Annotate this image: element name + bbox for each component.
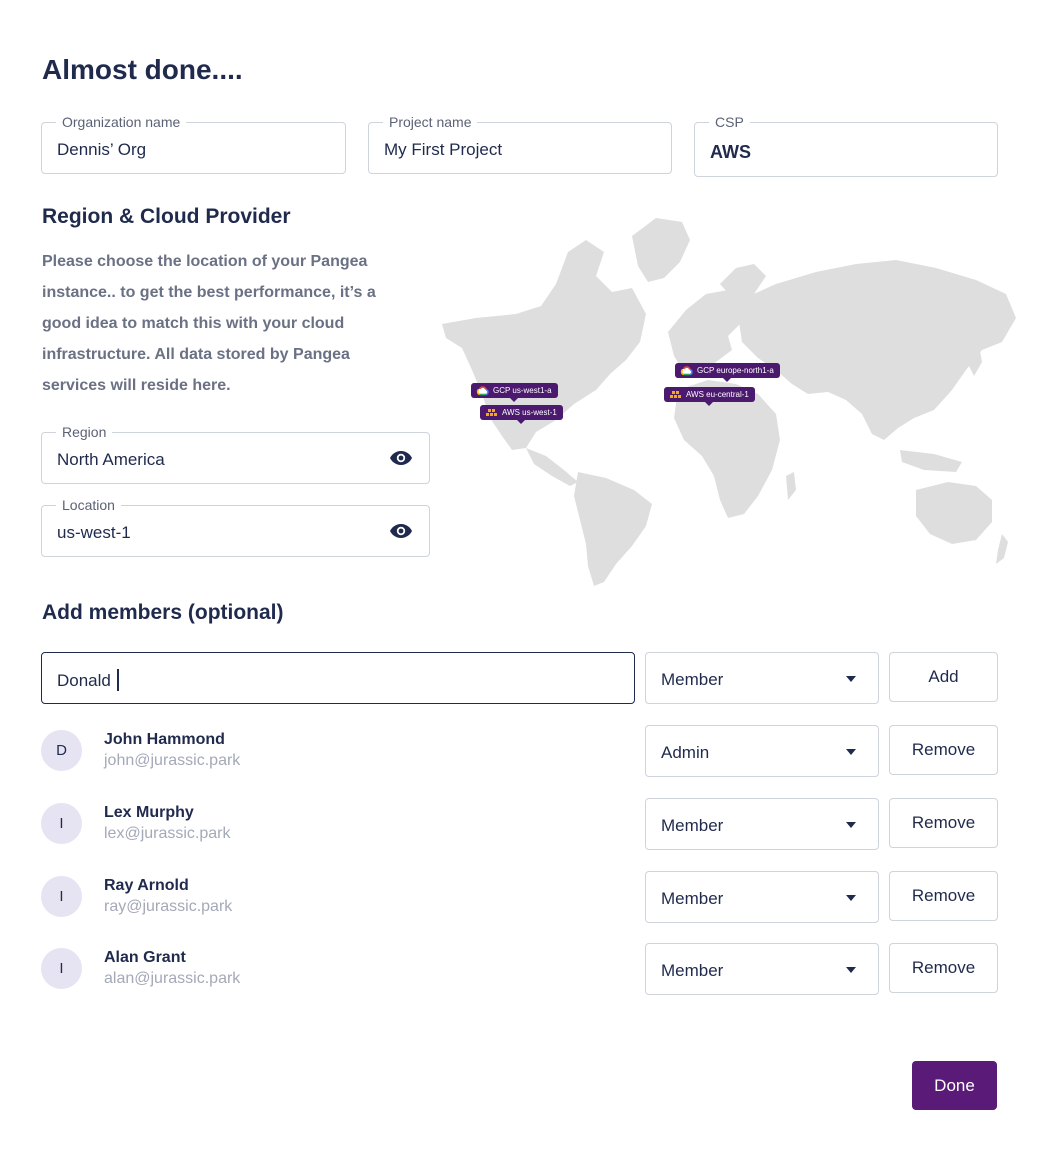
location-field[interactable] — [41, 497, 430, 557]
greenland-landmass — [632, 218, 690, 282]
member-role-select[interactable] — [645, 725, 879, 777]
map-marker-label: AWS eu-central-1 — [686, 390, 749, 399]
map-marker-aws-eu-central-1[interactable] — [664, 387, 755, 402]
world-map[interactable] — [436, 214, 1020, 594]
member-email: alan@jurassic.park — [104, 970, 241, 987]
caret-down-icon — [846, 967, 856, 973]
member-name: Ray Arnold — [104, 877, 189, 894]
member-name: Lex Murphy — [104, 804, 194, 821]
avatar: D — [41, 730, 82, 771]
csp-label: CSP — [709, 114, 750, 130]
member-input-text: Donald — [57, 669, 119, 691]
caret-down-icon — [846, 749, 856, 755]
region-value: North America — [57, 450, 165, 469]
map-marker-aws-us-west-1[interactable] — [480, 405, 563, 420]
done-button[interactable]: Done — [912, 1061, 997, 1110]
australia-landmass — [916, 482, 992, 544]
avatar: I — [41, 948, 82, 989]
text-caret — [117, 669, 119, 691]
central-america-landmass — [526, 448, 578, 486]
add-member-button[interactable]: Add — [889, 652, 998, 702]
organization-name-value: Dennis’ Org — [57, 140, 147, 159]
member-role-select[interactable] — [645, 871, 879, 923]
member-search-input[interactable] — [41, 652, 635, 704]
role-value: Member — [661, 816, 724, 835]
project-name-field[interactable] — [368, 114, 672, 174]
remove-member-button[interactable]: Remove — [889, 871, 998, 921]
indonesia-landmass — [900, 450, 962, 472]
aws-icon — [485, 407, 498, 418]
member-name: Alan Grant — [104, 949, 186, 966]
member-email: john@jurassic.park — [104, 752, 241, 769]
eye-icon[interactable] — [389, 523, 413, 539]
remove-member-button[interactable]: Remove — [889, 943, 998, 993]
member-role-select[interactable] — [645, 943, 879, 995]
region-heading: Region & Cloud Provider — [42, 205, 291, 228]
map-marker-label: AWS us-west-1 — [502, 408, 557, 417]
csp-field[interactable] — [694, 114, 998, 177]
south-america-landmass — [574, 472, 652, 586]
avatar: I — [41, 803, 82, 844]
member-email: ray@jurassic.park — [104, 898, 233, 915]
new-zealand-landmass — [996, 534, 1008, 564]
remove-member-button[interactable]: Remove — [889, 725, 998, 775]
location-value: us-west-1 — [57, 523, 131, 542]
map-marker-gcp-us-west1-a[interactable] — [471, 383, 558, 398]
role-value: Member — [661, 889, 724, 908]
region-label: Region — [56, 424, 112, 440]
members-heading: Add members (optional) — [42, 601, 284, 624]
region-field[interactable] — [41, 424, 430, 484]
role-value: Member — [661, 670, 724, 689]
project-name-value: My First Project — [384, 140, 503, 159]
region-description: Please choose the location of your Pangea instance.. to get the best performance, it’s a good idea to match this with your cloud infrastructure. All data stored by Pangea services will reside here. — [42, 253, 376, 394]
map-marker-label: GCP europe-north1-a — [697, 366, 774, 375]
map-marker-gcp-europe-north1-a[interactable] — [675, 363, 780, 378]
new-member-role-select[interactable] — [645, 652, 879, 704]
avatar: I — [41, 876, 82, 917]
europe-landmass — [668, 290, 746, 374]
member-email: lex@jurassic.park — [104, 825, 231, 842]
member-name: John Hammond — [104, 731, 225, 748]
aws-icon — [669, 389, 682, 400]
project-name-label: Project name — [383, 114, 477, 130]
role-value: Admin — [661, 743, 710, 762]
caret-down-icon — [846, 895, 856, 901]
eye-icon[interactable] — [389, 450, 413, 466]
remove-member-button[interactable]: Remove — [889, 798, 998, 848]
member-role-select[interactable] — [645, 798, 879, 850]
location-label: Location — [56, 497, 121, 513]
organization-name-label: Organization name — [56, 114, 186, 130]
caret-down-icon — [846, 822, 856, 828]
google-cloud-icon — [680, 365, 693, 376]
role-value: Member — [661, 961, 724, 980]
csp-value: AWS — [710, 142, 752, 162]
caret-down-icon — [846, 676, 856, 682]
map-marker-label: GCP us-west1-a — [493, 386, 552, 395]
page-title: Almost done.... — [42, 54, 243, 85]
google-cloud-icon — [476, 385, 489, 396]
organization-name-field[interactable] — [41, 114, 346, 174]
madagascar-landmass — [786, 472, 796, 500]
